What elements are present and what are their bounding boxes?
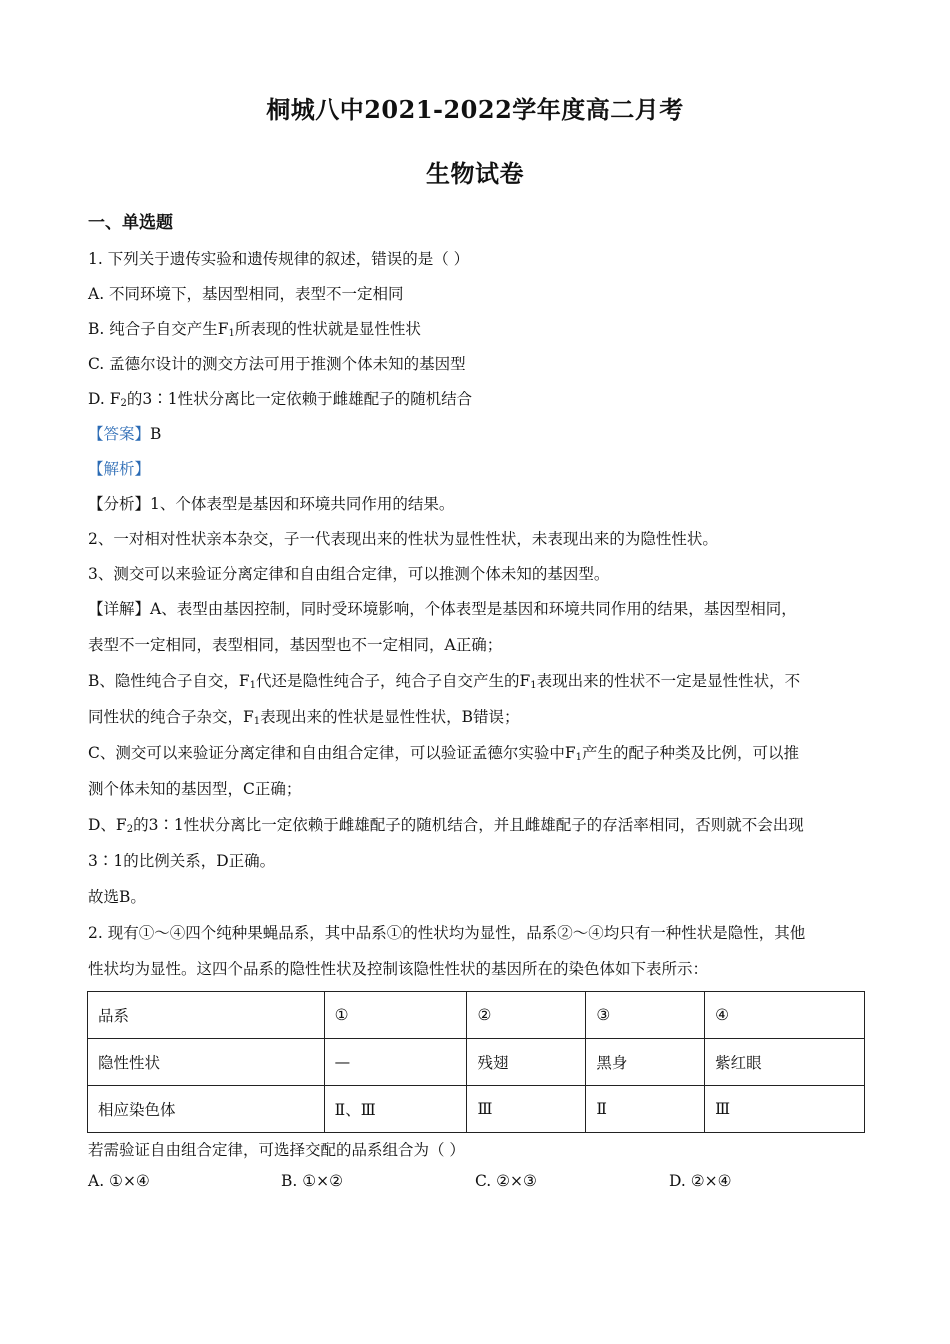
- analysis-line-2: 2、一对相对性状亲本杂交，子一代表现出来的性状为显性性状，未表现出来的为隐性性状。: [88, 530, 718, 548]
- table-cell: ③: [586, 992, 705, 1039]
- q1-option-a: A. 不同环境下，基因型相同，表型不一定相同: [88, 285, 404, 303]
- analysis-label: 【解析】: [88, 460, 151, 478]
- analysis-line-3: 3、测交可以来验证分离定律和自由组合定律，可以推测个体未知的基因型。: [88, 565, 610, 583]
- detail-line-4: 同性状的纯合子杂交，$F_1$表现出来的性状是显性性状，B错误；: [88, 708, 520, 727]
- table-row: [88, 1039, 865, 1086]
- detail-line-7: D、$F_2$的3∶1性状分离比一定依赖于雌雄配子的随机结合，并且雌雄配子的存活率相同，否则就不会出现: [88, 816, 804, 835]
- detail-line-3: B、隐性纯合子自交，$F_1$代还是隐性纯合子，纯合子自交产生的$F_1$表现出来的性状不一定是显性性状，不: [88, 672, 801, 691]
- table-cell: 相应染色体: [88, 1086, 325, 1133]
- detail-line-5: C、测交可以来验证分离定律和自由组合定律，可以验证孟德尔实验中$F_1$产生的配子种类及比例，可以推: [88, 744, 800, 763]
- table-cell: 品系: [88, 992, 325, 1039]
- table-cell: ①: [324, 992, 467, 1039]
- table-row: [88, 1086, 865, 1133]
- table-cell: 黑身: [586, 1039, 705, 1086]
- detail-line-2: 表型不一定相同，表型相同，基因型也不一定相同，A正确；: [88, 636, 503, 654]
- table-cell: 隐性性状: [88, 1039, 325, 1086]
- detail-line-8: 3∶1的比例关系，D正确。: [88, 852, 276, 870]
- q2-option-a: A. ①×④: [88, 1172, 150, 1190]
- q2-option-d: D. ②×④: [669, 1172, 732, 1190]
- table-cell: 残翅: [467, 1039, 586, 1086]
- table-cell: Ⅱ: [586, 1086, 705, 1133]
- detail-line-1: 【详解】A、表型由基因控制，同时受环境影响，个体表型是基因和环境共同作用的结果，基因型相同，: [88, 600, 797, 618]
- q2-stem-line-2: 性状均为显性。这四个品系的隐性性状及控制该隐性性状的基因所在的染色体如下表所示：: [88, 960, 709, 978]
- table-cell: 紫红眼: [705, 1039, 865, 1086]
- detail-line-6: 测个体未知的基因型，C正确；: [88, 780, 302, 798]
- q2-question: 若需验证自由组合定律，可选择交配的品系组合为（ ）: [88, 1141, 465, 1159]
- section-heading: 一、单选题: [88, 213, 173, 233]
- strain-table: [87, 991, 865, 1133]
- conclusion: 故选B。: [88, 888, 146, 906]
- table-cell: —: [324, 1039, 467, 1086]
- q1-option-d: D. $F_2$的3∶1性状分离比一定依赖于雌雄配子的随机结合: [88, 390, 473, 409]
- table-cell: Ⅱ、Ⅲ: [324, 1086, 467, 1133]
- exam-subtitle: 生物试卷: [426, 159, 524, 188]
- table-cell: Ⅲ: [467, 1086, 586, 1133]
- q1-stem: 1. 下列关于遗传实验和遗传规律的叙述，错误的是（ ）: [88, 250, 470, 268]
- table-cell: Ⅲ: [705, 1086, 865, 1133]
- table-row: [88, 992, 865, 1039]
- q2-option-b: B. ①×②: [281, 1172, 344, 1190]
- analysis-line-1: 【分析】1、个体表型是基因和环境共同作用的结果。: [88, 495, 455, 513]
- q1-answer: 【答案】B: [88, 425, 162, 443]
- q1-option-c: C. 孟德尔设计的测交方法可用于推测个体未知的基因型: [88, 355, 466, 373]
- answer-label: 【答案】: [88, 425, 151, 443]
- exam-title: 桐城八中2021-2022学年度高二月考: [266, 95, 684, 124]
- q1-option-b: B. 纯合子自交产生$F_1$所表现的性状就是显性性状: [88, 320, 421, 339]
- q2-option-c: C. ②×③: [475, 1172, 537, 1190]
- table-cell: ④: [705, 992, 865, 1039]
- table-cell: ②: [467, 992, 586, 1039]
- q2-stem-line-1: 2. 现有①～④四个纯种果蝇品系，其中品系①的性状均为显性，品系②～④均只有一种性状是隐性，其他: [88, 924, 806, 942]
